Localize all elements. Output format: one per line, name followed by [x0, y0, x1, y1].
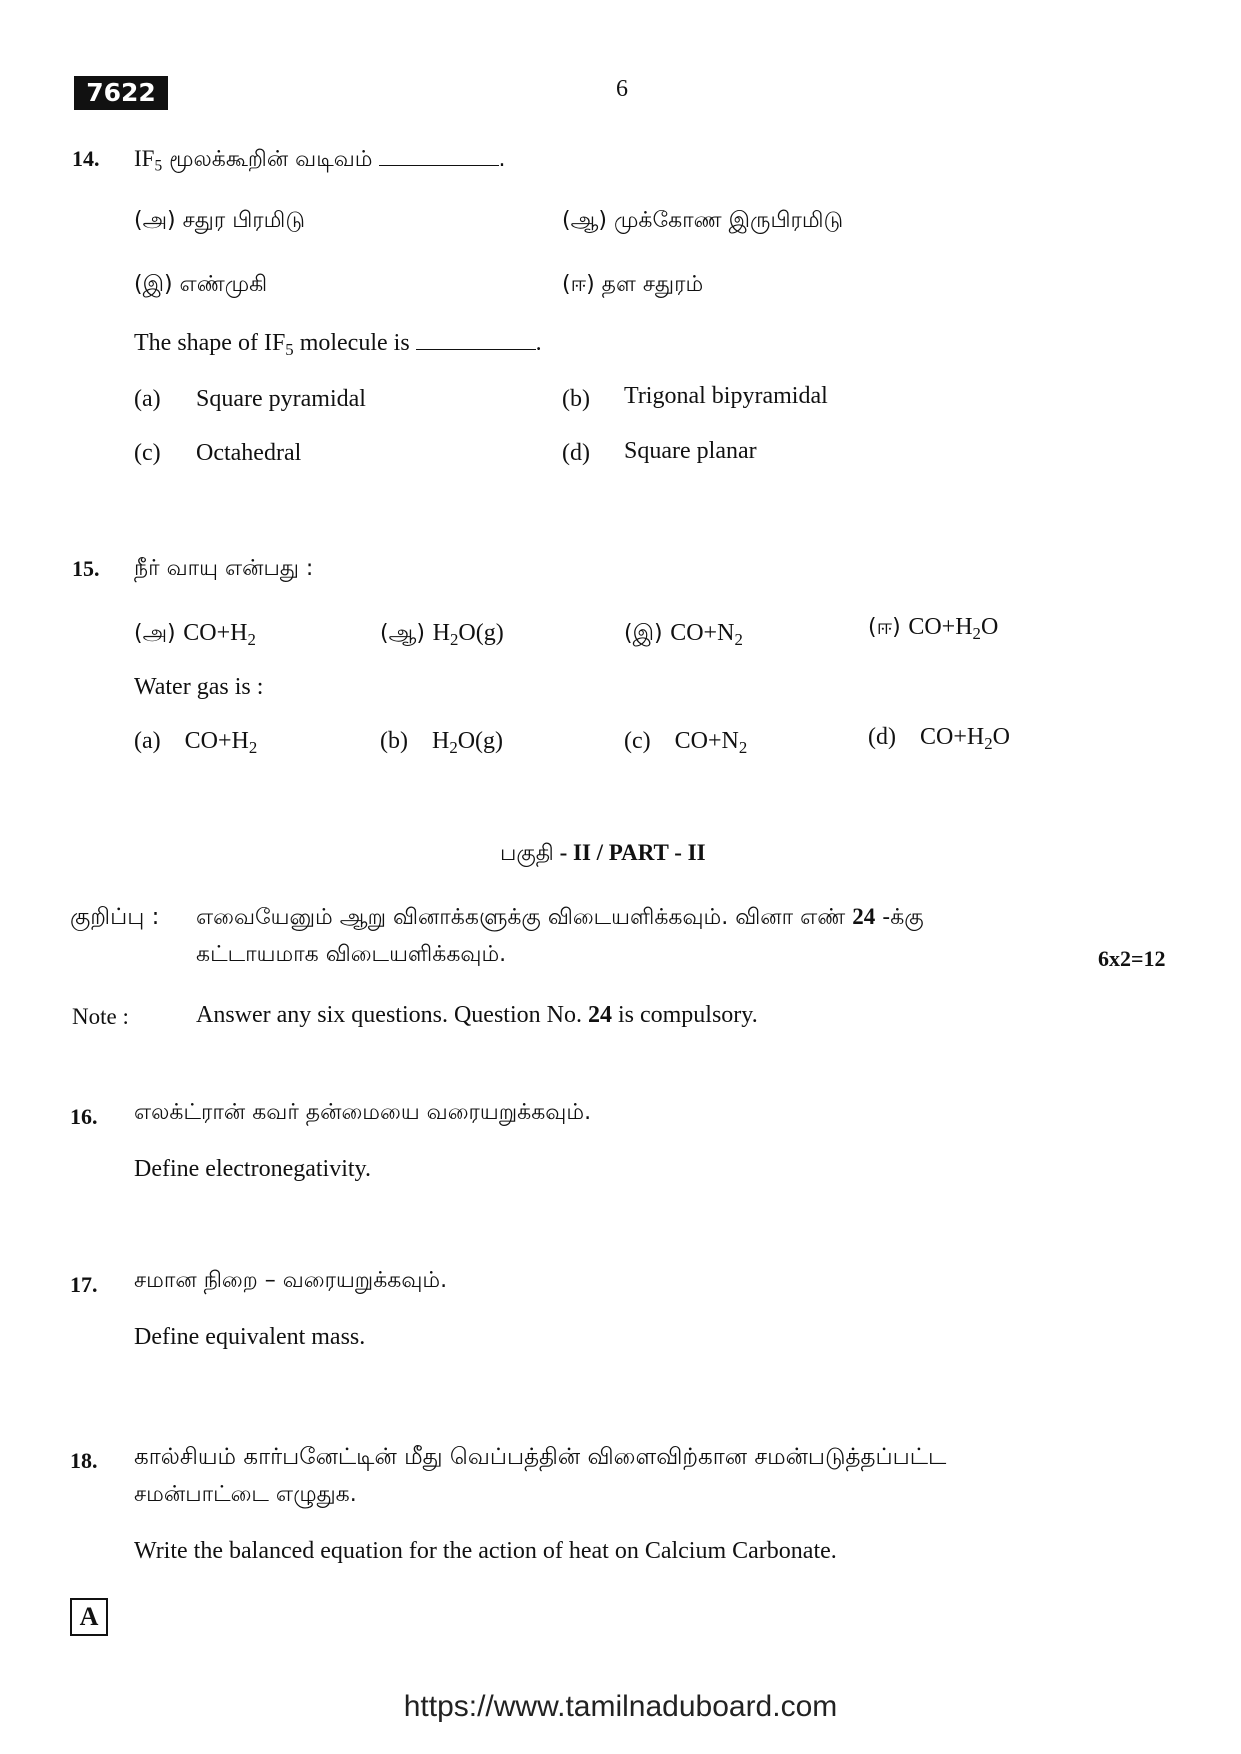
q14-option-c: Octahedral — [196, 440, 302, 466]
question-number-17: 17. — [70, 1272, 98, 1297]
q14-option-b: Trigonal bipyramidal — [624, 383, 828, 409]
question-number-18: 18. — [70, 1448, 98, 1473]
question-number-16: 16. — [70, 1104, 98, 1129]
paper-code: 7622 — [74, 76, 168, 110]
q15-option-a: (a) $CO+H_2$ — [134, 728, 258, 758]
q15-tamil-option-a: (அ) $CO+H_2$ — [134, 620, 256, 650]
question-number-14: 14. — [72, 146, 100, 171]
q14-english-stem: The shape of $IF_5$ molecule is . — [134, 330, 542, 360]
q15-option-b: (b) $H_2O(g)$ — [380, 728, 504, 758]
version-box: A — [70, 1598, 108, 1636]
q14-tamil-option-d: (ஈ) தள சதுரம் — [562, 272, 704, 297]
q18-tamil-line2: சமன்பாட்டை எழுதுக. — [134, 1482, 357, 1507]
q17-english: Define equivalent mass. — [134, 1324, 366, 1350]
q15-tamil-stem: நீர் வாயு என்பது : — [134, 556, 314, 581]
q14-tamil-option-b: (ஆ) முக்கோண இருபிரமிடு — [562, 208, 844, 233]
q16-english: Define electronegativity. — [134, 1156, 371, 1182]
q14-option-b-label: (b) — [562, 386, 590, 412]
q14-option-a-label: (a) — [134, 386, 161, 412]
q14-option-a: Square pyramidal — [196, 386, 366, 412]
q14-tamil-option-a: (அ) சதுர பிரமிடு — [134, 208, 305, 233]
q18-english: Write the balanced equation for the action of heat on Calcium Carbonate. — [134, 1538, 837, 1564]
q14-option-c-label: (c) — [134, 440, 161, 466]
q14-option-d: Square planar — [624, 438, 757, 464]
footer-url[interactable]: https://www.tamilnaduboard.com — [403, 1690, 838, 1723]
q16-tamil: எலக்ட்ரான் கவர் தன்மையை வரையறுக்கவும். — [134, 1100, 592, 1125]
note-tamil-line2: கட்டாயமாக விடையளிக்கவும். — [196, 942, 507, 967]
q14-tamil-option-c: (இ) எண்முகி — [134, 272, 268, 297]
note-tamil-line1: எவையேனும் ஆறு வினாக்களுக்கு விடையளிக்கவும். வினா எண் 24 -க்கு — [196, 904, 924, 930]
q15-option-d: (d) $CO+H_2O$ — [868, 724, 1010, 754]
q14-tamil-stem: $IF_5$ மூலக்கூறின் வடிவம் . — [134, 146, 506, 175]
note-english-text: Answer any six questions. Question No. 24 is compulsory. — [196, 1002, 758, 1028]
q14-option-d-label: (d) — [562, 440, 590, 466]
q18-tamil-line1: கால்சியம் கார்பனேட்டின் மீது வெப்பத்தின் விளைவிற்கான சமன்படுத்தப்பட்ட — [134, 1444, 947, 1470]
q15-option-c: (c) $CO+N_2$ — [624, 728, 748, 758]
marks-allocation: 6x2=12 — [1098, 946, 1166, 971]
q15-tamil-option-c: (இ) $CO+N_2$ — [624, 620, 743, 650]
q15-tamil-option-b: (ஆ) $H_2O(g)$ — [380, 620, 504, 650]
page-number: 6 — [616, 76, 628, 102]
q15-english-stem: Water gas is : — [134, 674, 264, 700]
part-heading: பகுதி - II / PART - II — [500, 840, 706, 866]
note-tamil-label: குறிப்பு : — [70, 904, 160, 930]
question-number-15: 15. — [72, 556, 100, 581]
note-english-label: Note : — [72, 1004, 129, 1029]
q17-tamil: சமான நிறை – வரையறுக்கவும். — [134, 1268, 448, 1293]
q15-tamil-option-d: (ஈ) $CO+H_2O$ — [868, 614, 999, 644]
